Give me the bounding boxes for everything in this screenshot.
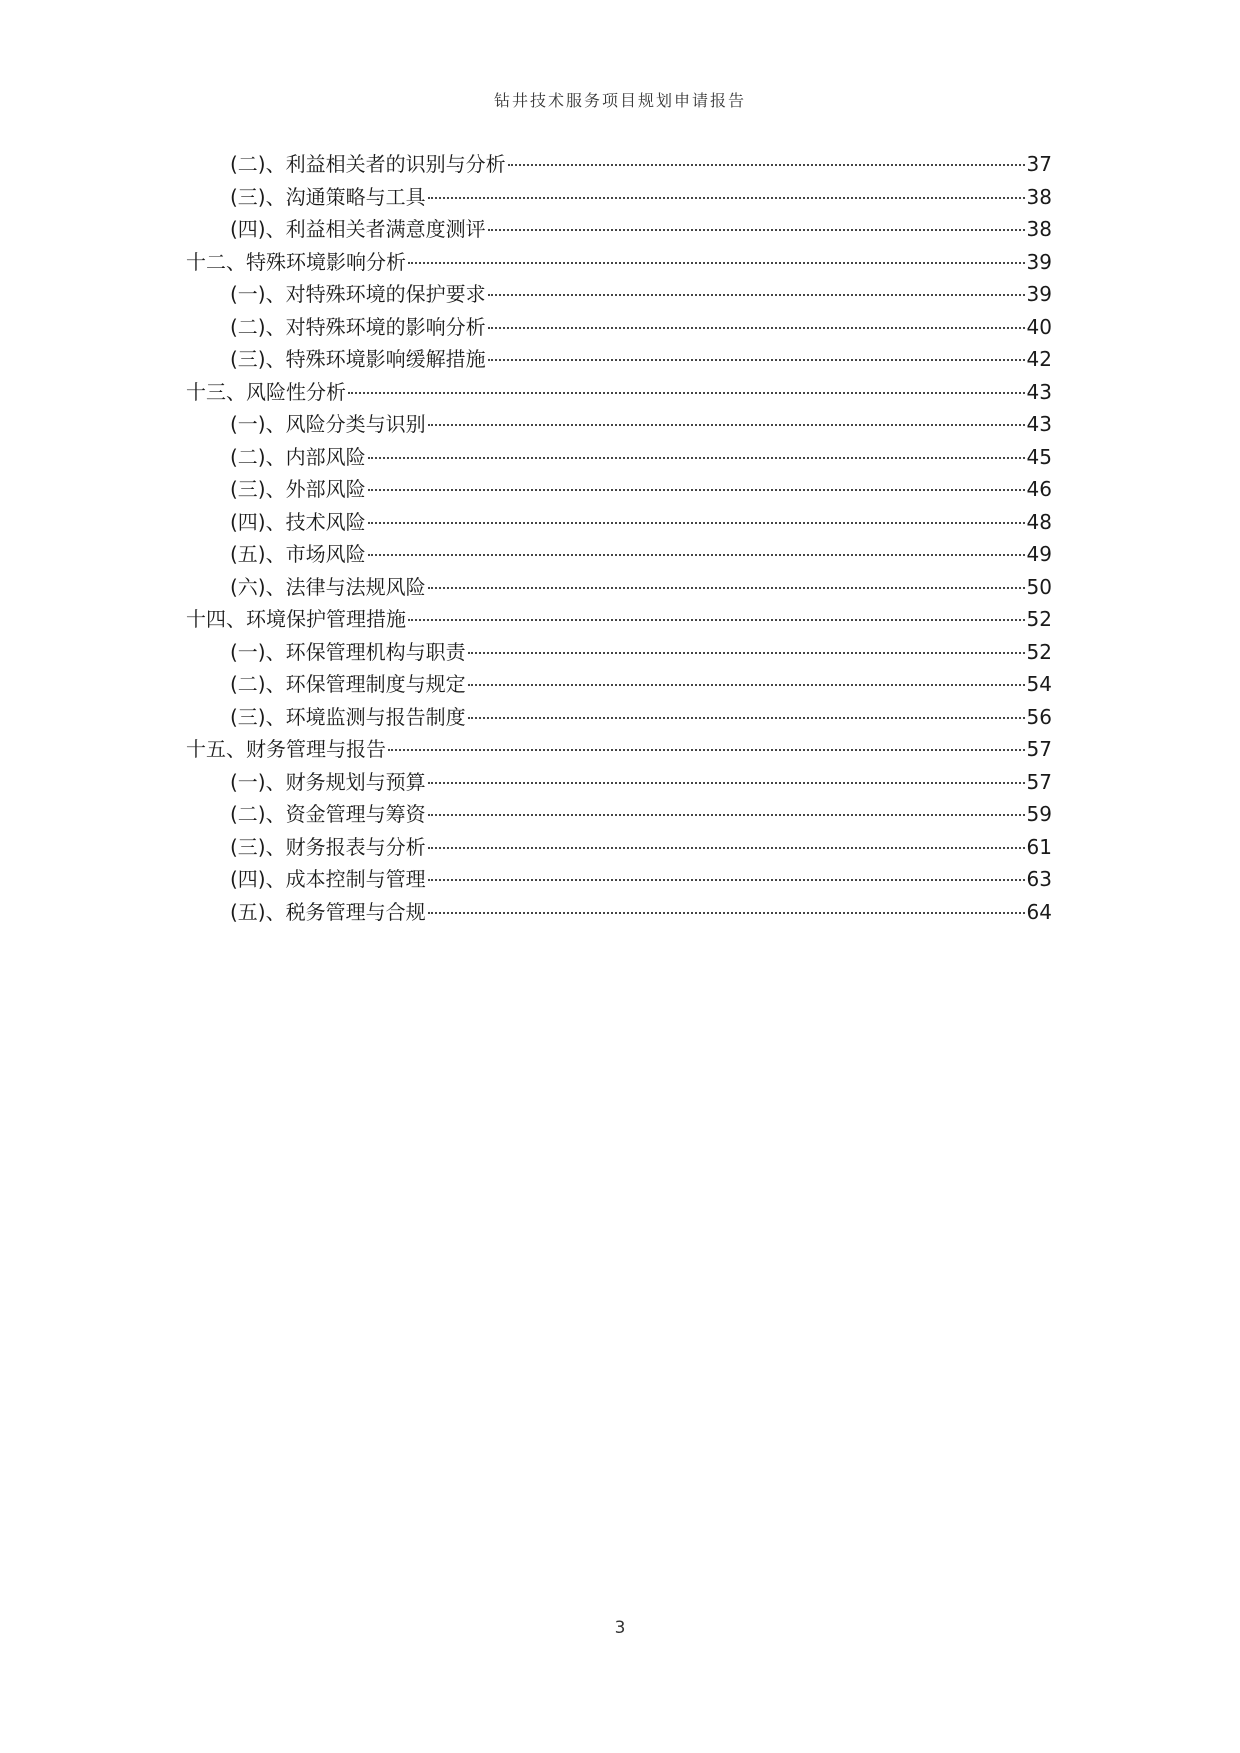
toc-entry-title: 十二、特殊环境影响分析	[186, 249, 406, 274]
toc-entry-page: 63	[1026, 867, 1052, 891]
toc-dot-leader	[428, 912, 1025, 914]
toc-section-entry[interactable]	[186, 636, 1052, 669]
toc-entry-title: (三)、环境监测与报告制度	[230, 704, 466, 729]
toc-section-entry[interactable]	[186, 701, 1052, 734]
toc-entry-title: (一)、环保管理机构与职责	[230, 639, 466, 664]
toc-section-entry[interactable]	[186, 311, 1052, 344]
toc-entry-title: (一)、财务规划与预算	[230, 769, 426, 794]
toc-entry-title: (一)、风险分类与识别	[230, 412, 426, 436]
toc-dot-leader	[368, 489, 1025, 491]
toc-section-entry[interactable]	[186, 766, 1052, 799]
toc-dot-leader	[368, 522, 1025, 524]
toc-entry-title: (二)、对特殊环境的影响分析	[230, 314, 486, 339]
toc-section-entry[interactable]	[186, 441, 1052, 474]
toc-entry-title: (三)、特殊环境影响缓解措施	[230, 347, 486, 371]
toc-chapter-entry[interactable]	[186, 376, 1052, 409]
toc-entry-page: 37	[1026, 152, 1052, 176]
toc-entry-page: 38	[1026, 217, 1052, 241]
toc-entry-title: (四)、技术风险	[230, 509, 366, 534]
toc-entry-page: 40	[1026, 314, 1052, 339]
toc-dot-leader	[428, 814, 1025, 816]
toc-entry-page: 64	[1026, 899, 1052, 924]
toc-dot-leader	[348, 392, 1025, 394]
toc-entry-page: 43	[1026, 412, 1052, 436]
toc-dot-leader	[488, 294, 1025, 296]
toc-entry-page: 45	[1026, 444, 1052, 469]
toc-entry-page: 48	[1026, 509, 1052, 534]
toc-section-entry[interactable]	[186, 213, 1052, 246]
toc-section-entry[interactable]	[186, 668, 1052, 701]
toc-entry-title: (四)、利益相关者满意度测评	[230, 217, 486, 241]
page-number: 3	[614, 1618, 626, 1638]
toc-entry-page: 52	[1026, 607, 1052, 631]
toc-section-entry[interactable]	[186, 831, 1052, 864]
toc-entry-title: (二)、环保管理制度与规定	[230, 672, 466, 696]
toc-entry-page: 52	[1026, 639, 1052, 664]
toc-section-entry[interactable]	[186, 473, 1052, 506]
toc-dot-leader	[428, 197, 1025, 199]
toc-section-entry[interactable]	[186, 571, 1052, 604]
toc-entry-title: (二)、利益相关者的识别与分析	[230, 152, 506, 176]
toc-section-entry[interactable]	[186, 278, 1052, 311]
toc-entry-title: (五)、税务管理与合规	[230, 899, 426, 924]
table-of-contents	[186, 148, 1052, 928]
toc-dot-leader	[488, 327, 1025, 329]
toc-dot-leader	[428, 782, 1025, 784]
toc-section-entry[interactable]	[186, 863, 1052, 896]
toc-section-entry[interactable]	[186, 181, 1052, 214]
toc-entry-title: (五)、市场风险	[230, 542, 366, 566]
toc-dot-leader	[468, 684, 1025, 686]
toc-dot-leader	[428, 847, 1025, 849]
toc-dot-leader	[508, 164, 1025, 166]
toc-entry-page: 54	[1026, 672, 1052, 696]
toc-section-entry[interactable]	[186, 506, 1052, 539]
toc-entry-title: (一)、对特殊环境的保护要求	[230, 282, 486, 306]
toc-entry-page: 49	[1026, 542, 1052, 566]
toc-dot-leader	[468, 717, 1025, 719]
toc-section-entry[interactable]	[186, 343, 1052, 376]
toc-entry-page: 50	[1026, 574, 1052, 599]
toc-dot-leader	[368, 554, 1025, 556]
toc-entry-page: 42	[1026, 347, 1052, 371]
toc-entry-page: 56	[1026, 704, 1052, 729]
toc-section-entry[interactable]	[186, 538, 1052, 571]
toc-dot-leader	[468, 652, 1025, 654]
toc-dot-leader	[408, 619, 1025, 621]
toc-chapter-entry[interactable]	[186, 246, 1052, 279]
page-header-title: 钻井技术服务项目规划申请报告	[493, 91, 746, 110]
toc-dot-leader	[428, 587, 1025, 589]
toc-dot-leader	[368, 457, 1025, 459]
toc-entry-title: (三)、财务报表与分析	[230, 834, 426, 859]
toc-section-entry[interactable]	[186, 148, 1052, 181]
toc-entry-page: 43	[1026, 379, 1052, 404]
toc-entry-title: 十五、财务管理与报告	[186, 737, 386, 761]
toc-entry-title: (四)、成本控制与管理	[230, 867, 426, 891]
toc-dot-leader	[488, 359, 1025, 361]
toc-section-entry[interactable]	[186, 408, 1052, 441]
toc-entry-page: 59	[1026, 802, 1052, 826]
toc-entry-title: (三)、外部风险	[230, 477, 366, 501]
toc-entry-title: 十三、风险性分析	[186, 379, 346, 404]
toc-entry-page: 61	[1026, 834, 1052, 859]
toc-entry-page: 57	[1026, 737, 1052, 761]
toc-entry-page: 46	[1026, 477, 1052, 501]
toc-entry-title: (六)、法律与法规风险	[230, 574, 426, 599]
toc-entry-page: 38	[1026, 184, 1052, 209]
toc-dot-leader	[408, 262, 1025, 264]
toc-dot-leader	[428, 879, 1025, 881]
toc-entry-page: 39	[1026, 282, 1052, 306]
toc-entry-title: (三)、沟通策略与工具	[230, 184, 426, 209]
toc-dot-leader	[388, 749, 1025, 751]
toc-dot-leader	[428, 424, 1025, 426]
toc-entry-title: 十四、环境保护管理措施	[186, 607, 406, 631]
toc-section-entry[interactable]	[186, 896, 1052, 929]
toc-chapter-entry[interactable]	[186, 603, 1052, 636]
toc-entry-title: (二)、内部风险	[230, 444, 366, 469]
toc-entry-page: 39	[1026, 249, 1052, 274]
toc-entry-title: (二)、资金管理与筹资	[230, 802, 426, 826]
toc-entry-page: 57	[1026, 769, 1052, 794]
toc-chapter-entry[interactable]	[186, 733, 1052, 766]
toc-section-entry[interactable]	[186, 798, 1052, 831]
toc-dot-leader	[488, 229, 1025, 231]
